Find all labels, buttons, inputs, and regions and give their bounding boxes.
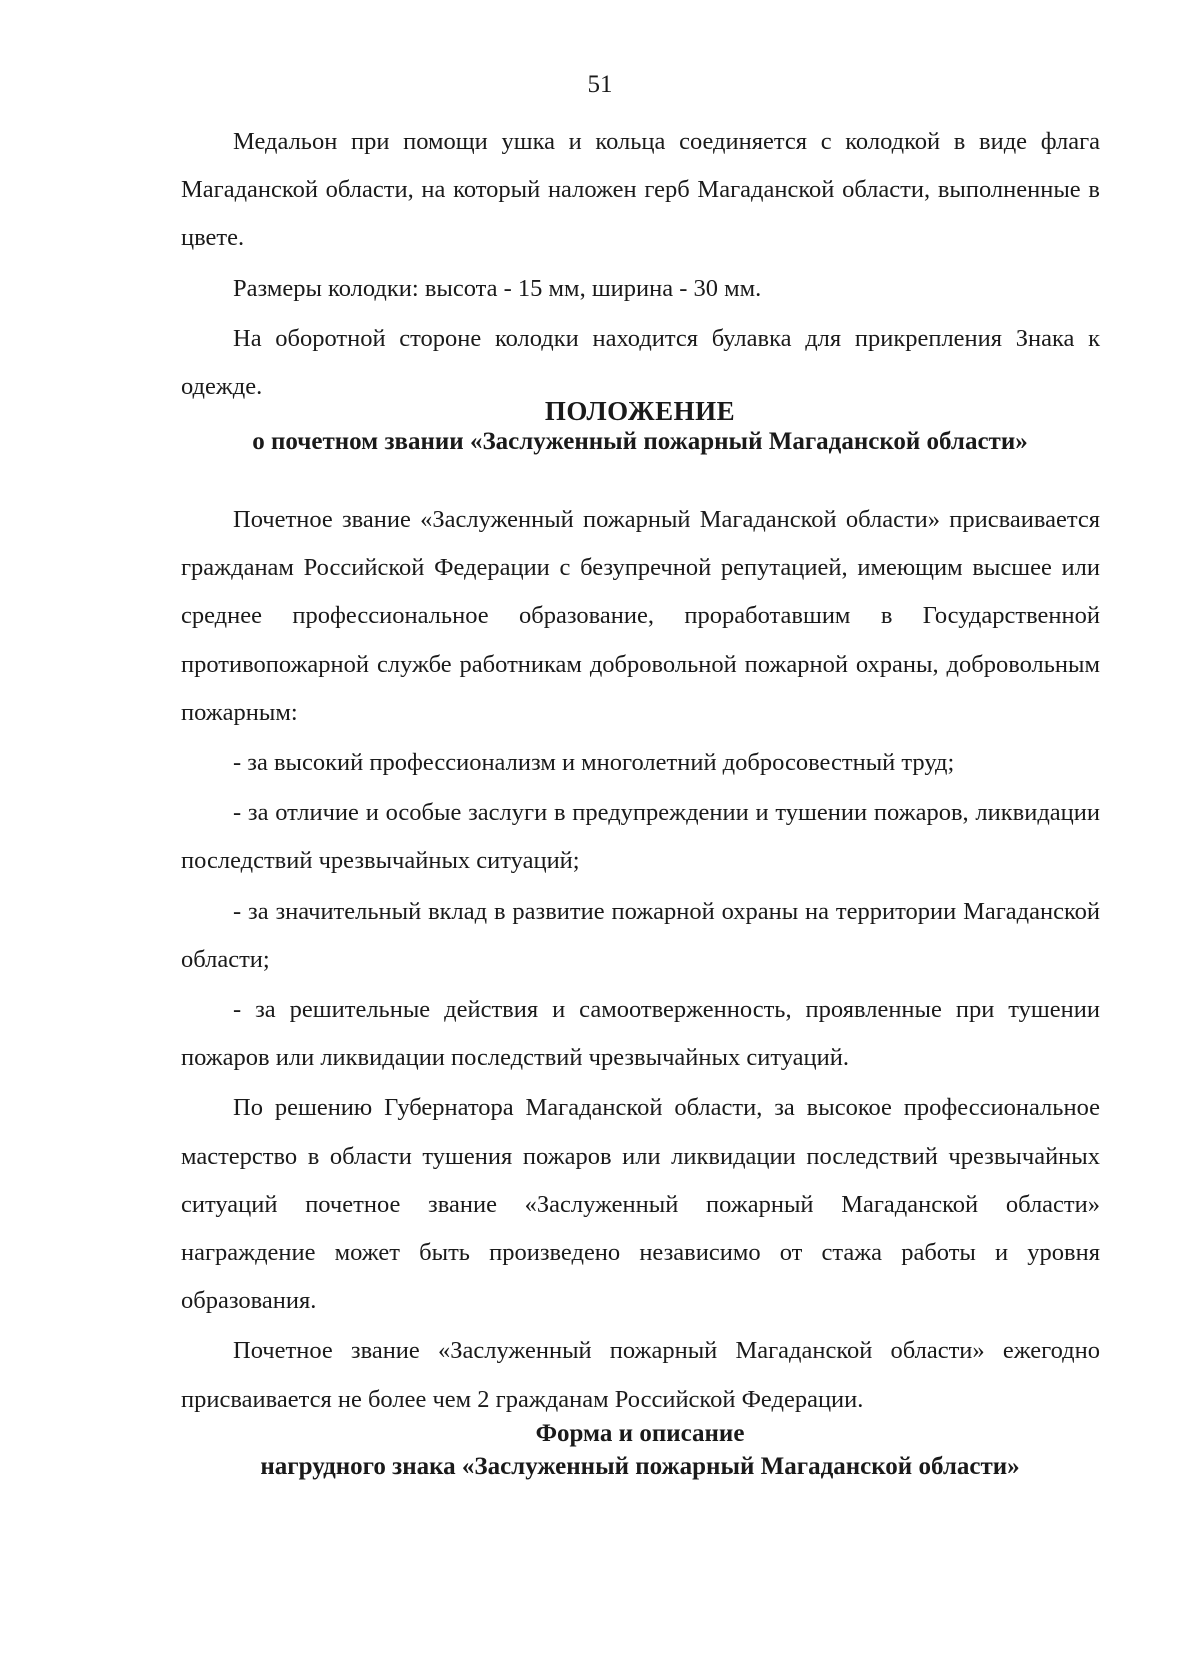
intro-section: [181, 118, 1100, 411]
page-number: 51: [587, 71, 613, 98]
intro-paragraph-2: Размеры колодки: высота - 15 мм, ширина - 30 мм.: [233, 274, 762, 302]
regulation-paragraph-2: По решению Губернатора Магаданской области, за высокое профессиональное мастерство в области тушения пожаров или ликвидации последствий чрезвычайных ситуаций почетное звание «Заслуженный пожарный Магаданской области» награждение может быть произведено независимо от стажа работы и уровня образования.: [181, 1094, 1100, 1315]
regulation-item-3: - за значительный вклад в развитие пожарной охраны на территории Магаданской области;: [181, 897, 1100, 973]
regulation-item-2: - за отличие и особые заслуги в предупреждении и тушении пожаров, ликвидации последствий чрезвычайных ситуаций;: [181, 799, 1100, 875]
form-section-subtitle: нагрудного знака «Заслуженный пожарный Магаданской области»: [260, 1453, 1020, 1480]
regulation-paragraph-3: Почетное звание «Заслуженный пожарный Магаданской области» ежегодно присваивается не более чем 2 гражданам Российской Федерации.: [181, 1337, 1100, 1413]
regulation-item-4: - за решительные действия и самоотверженность, проявленные при тушении пожаров или ликвидации последствий чрезвычайных ситуаций.: [181, 996, 1100, 1072]
intro-paragraph-3: На оборотной стороне колодки находится булавка для прикрепления Знака к одежде.: [181, 324, 1100, 401]
regulation-subtitle: о почетном звании «Заслуженный пожарный Магаданской области»: [252, 428, 1028, 455]
intro-paragraph-1: Медальон при помощи ушка и кольца соединяется с колодкой в виде флага Магаданской области, на который наложен герб Магаданской области, выполненные в цвете.: [181, 128, 1100, 252]
regulation-paragraph-1: Почетное звание «Заслуженный пожарный Магаданской области» присваивается гражданам Российской Федерации с безупречной репутацией, имеющим высшее или среднее профессиональное образование, проработавшим в Государственной противопожарной службе работникам добровольной пожарной охраны, добровольным пожарным:: [181, 506, 1100, 726]
regulation-title: ПОЛОЖЕНИЕ: [544, 396, 736, 426]
regulation-body: [181, 496, 1100, 1424]
regulation-item-1: - за высокий профессионализм и многолетний добросовестный труд;: [233, 749, 955, 777]
form-section-title: Форма и описание: [535, 1420, 745, 1447]
